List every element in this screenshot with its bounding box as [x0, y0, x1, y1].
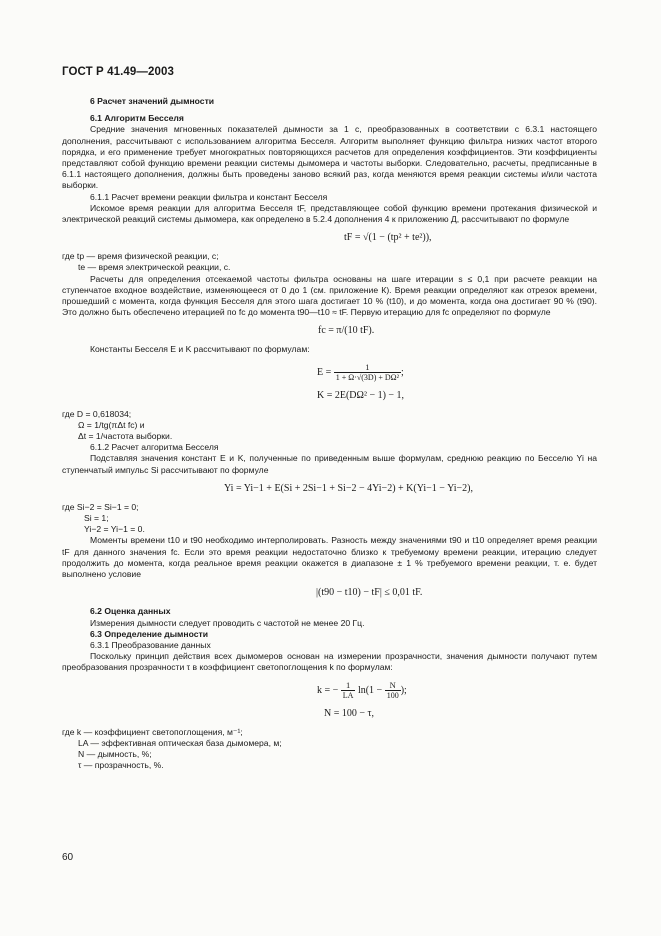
formula-fc: fc = π/(10 tF).	[318, 325, 375, 337]
paragraph: Моменты времени t10 и t90 необходимо интерполировать. Разность между значениями t90 и t10 определяет время реакции tF для данного значения fc. Если это время реакции недостаточно близко к требуемому времени реакции, итерацию следует продолжить до момента, когда реальное время реакции окажется в диапазоне ± 1 % требуемого времени реакции, т. е. будет выполнено условие	[62, 535, 597, 580]
subsection-heading: 6.1.1 Расчет времени реакции фильтра и констант Бесселя	[90, 191, 328, 202]
definition: τ — прозрачность, %.	[78, 760, 164, 771]
formula-N: N = 100 − τ,	[324, 707, 375, 719]
document-header: ГОСТ Р 41.49—2003	[62, 66, 174, 78]
definition: где tp — время физической реакции, с;	[62, 251, 219, 262]
definition: Ω = 1/tg(πΔt fc) и	[78, 419, 145, 430]
subsection-heading: 6.1 Алгоритм Бесселя	[90, 113, 184, 124]
definition: где k — коэффициент светопоглощения, м⁻¹;	[62, 726, 243, 737]
document-body	[62, 96, 597, 771]
subsection-heading: 6.2 Оценка данных	[90, 606, 171, 617]
fraction: $\frac{1}{\text{1 + Ω·√(3D) + DΩ²}}$	[335, 361, 399, 382]
definition: Δt = 1/частота выборки.	[78, 431, 173, 442]
paragraph: Подставляя значения констант E и K, полученные по приведенным выше формулам, среднюю реакцию по Бесселю Yi на ступенчатый импульс Si рассчитывают по формуле	[62, 453, 597, 475]
page-number: 60	[62, 852, 74, 863]
definition: N — дымность, %;	[78, 748, 152, 759]
paragraph: Поскольку принцип действия всех дымомеров основан на измерении прозрачности, значения дымности получают путем преобразования прозрачности τ в коэффициент светопоглощения k по формулам:	[62, 651, 597, 673]
formula-condition: |(t90 − t10) − tF| ≤ 0,01 tF.	[316, 587, 423, 599]
formula-tf: tF = √(1 − (tp² + te²)),	[344, 232, 432, 244]
definition: Si = 1;	[84, 513, 109, 524]
definition: Yi−2 = Yi−1 = 0.	[84, 524, 145, 535]
fraction: $\frac{1}{LA}$	[342, 679, 354, 700]
formula-K: K = 2E(DΩ² − 1) − 1,	[317, 389, 405, 401]
definition: te — время электрической реакции, с.	[78, 262, 231, 273]
formula-E: E = $\frac{1}{\text{1 + Ω·√(3D) + DΩ²}}$ ;	[317, 361, 404, 382]
subsection-heading: 6.1.2 Расчет алгоритма Бесселя	[90, 442, 219, 453]
subsection-heading: 6.3.1 Преобразование данных	[90, 639, 211, 650]
definition: где D = 0,618034;	[62, 408, 132, 419]
paragraph: Измерения дымности следует проводить с частотой не менее 20 Гц.	[90, 617, 365, 628]
formula-k: k = − $\frac{1}{LA}$ ln(1 − $\frac{N}{100}$ );	[317, 679, 407, 700]
definition: LA — эффективная оптическая база дымомера, м;	[78, 737, 282, 748]
fraction: $\frac{N}{100}$	[386, 679, 399, 700]
definition: где Si−2 = Si−1 = 0;	[62, 501, 139, 512]
section-heading: 6 Расчет значений дымности	[90, 96, 215, 106]
paragraph: Искомое время реакции для алгоритма Бесселя tF, представляющее собой функцию времени протекания физической и электрической реакций системы дымомера, как определено в 5.2.4 дополнения 4 к приложению Д, рассчитывают по формуле	[62, 202, 597, 225]
subsection-heading: 6.3 Определение дымности	[90, 628, 208, 639]
paragraph: Расчеты для определения отсекаемой частоты фильтра основаны на шаге итерации s ≤ 0,1 при расчете реакции на ступенчатое входное воздействие, изменяющееся от 0 до 1 (см. приложение К). Время реакции определяют как отрезок времени, прошедший с момента, когда функция Бесселя для этого шага достигает 10 % (t10), и до момента, когда она достигает 90 % (t90). Это должно быть обеспечено итерацией по fc до момента t90—t10 ≈ tF. Первую итерацию для fc определяют по формуле	[62, 273, 597, 318]
formula-Y: Yi = Yi−1 + E(Si + 2Si−1 + Si−2 − 4Yi−2) + K(Yi−1 − Yi−2),	[224, 482, 473, 494]
paragraph: Константы Бесселя E и K рассчитывают по формулам:	[90, 344, 310, 355]
paragraph: Средние значения мгновенных показателей дымности за 1 с, преобразованных в соответствии с 6.3.1 настоящего дополнения, рассчитывают с использованием алгоритма Бесселя. Алгоритм выполняет функцию фильтра низких частот второго порядка, и его применение требует многократных повторяющихся расчетов для определения коэффициентов. Эти коэффициенты представляют собой функцию времени реакции системы дымомера и частоты выборки. Следовательно, расчеты, предписанные в 6.1.1 настоящего дополнения, должны быть проведены заново всякий раз, когда меняются время реакции системы и/или частота выборки.	[62, 124, 597, 191]
